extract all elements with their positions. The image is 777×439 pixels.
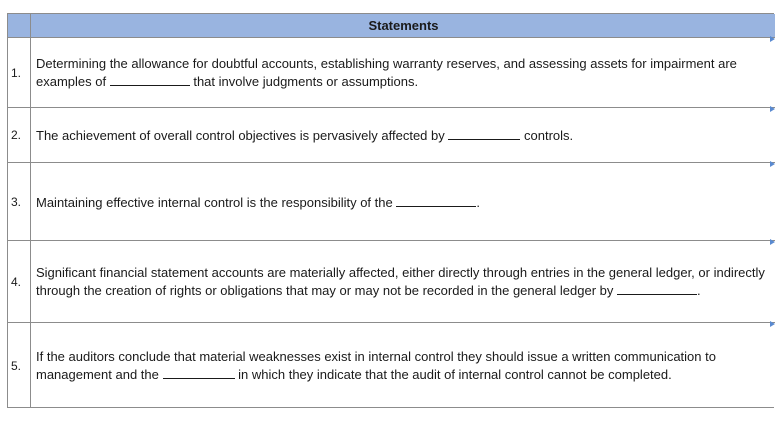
answer-blank[interactable] bbox=[396, 193, 476, 207]
statement-before: Significant financial statement accounts are materially affected, either directly through entries in the general ledger, or indirectly through the creation of rights or obligations that may or may not be recorded in the general ledger by bbox=[36, 265, 765, 298]
row-marker-icon bbox=[770, 161, 775, 167]
statement-before: If the auditors conclude that material weaknesses exist in internal control they should issue a written communication to management and the bbox=[36, 349, 716, 382]
statements-table bbox=[7, 13, 774, 408]
answer-blank[interactable] bbox=[448, 126, 520, 140]
statement-after: that involve judgments or assumptions. bbox=[193, 74, 419, 89]
table-header bbox=[8, 14, 775, 38]
row-number: 4. bbox=[8, 241, 31, 322]
table-row-4 bbox=[8, 241, 775, 323]
header-number-cell bbox=[8, 14, 31, 37]
answer-blank[interactable] bbox=[163, 365, 235, 379]
statement-after: controls. bbox=[524, 128, 574, 143]
statement-before: The achievement of overall control objectives is pervasively affected by bbox=[36, 128, 445, 143]
statement-text bbox=[36, 241, 769, 322]
statement-after: in which they indicate that the audit of internal control cannot be completed. bbox=[238, 367, 672, 382]
table-row-3 bbox=[8, 163, 775, 241]
answer-blank[interactable] bbox=[617, 281, 697, 295]
header-title: Statements bbox=[368, 18, 439, 33]
row-number: 2. bbox=[8, 108, 31, 162]
row-number: 3. bbox=[8, 163, 31, 240]
statement-before: Maintaining effective internal control is the responsibility of the bbox=[36, 194, 393, 210]
row-marker-icon bbox=[770, 321, 775, 327]
row-marker-icon bbox=[770, 239, 775, 245]
row-marker-icon bbox=[770, 106, 775, 112]
statement-text bbox=[36, 38, 769, 107]
answer-blank[interactable] bbox=[110, 72, 190, 86]
statement-text bbox=[36, 323, 769, 408]
table-row-5 bbox=[8, 323, 775, 408]
row-number: 1. bbox=[8, 38, 31, 107]
row-marker-icon bbox=[770, 36, 775, 42]
table-row-1 bbox=[8, 38, 775, 108]
row-number: 5. bbox=[8, 323, 31, 408]
statement-after: . bbox=[697, 283, 701, 298]
table-row-2 bbox=[8, 108, 775, 163]
statement-after: . bbox=[476, 194, 480, 210]
statement-before: Determining the allowance for doubtful accounts, establishing warranty reserves, and assessing assets for impairment are examples of bbox=[36, 56, 737, 89]
statement-text bbox=[36, 163, 769, 240]
statement-text bbox=[36, 108, 769, 162]
